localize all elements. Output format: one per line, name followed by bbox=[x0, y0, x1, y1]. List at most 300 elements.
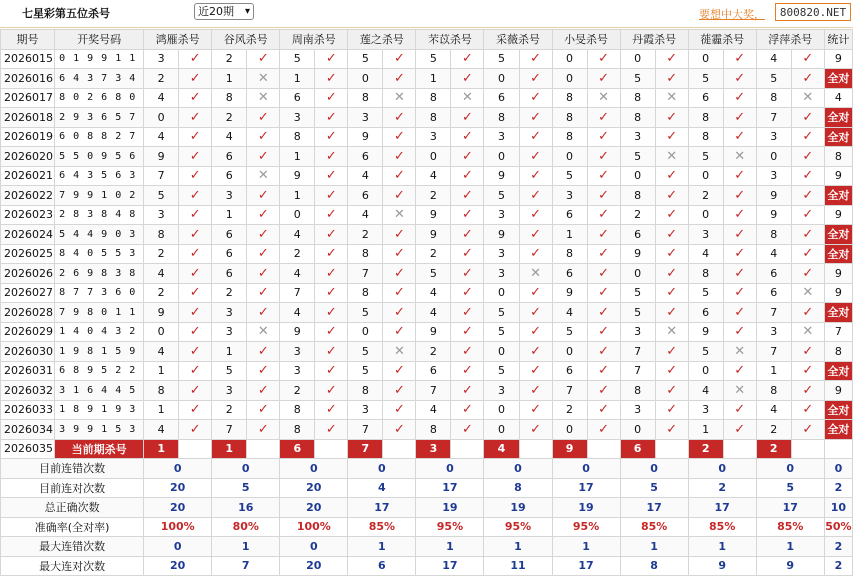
result-cell bbox=[587, 420, 620, 440]
check-icon: ✓ bbox=[394, 129, 405, 144]
result-cell bbox=[723, 147, 756, 167]
top-bar bbox=[0, 0, 853, 28]
check-icon: ✓ bbox=[190, 246, 201, 261]
check-icon: ✓ bbox=[598, 383, 609, 398]
result-cell bbox=[587, 205, 620, 225]
domain-badge[interactable]: 800820.NET bbox=[775, 3, 851, 21]
period-cell: 2026022 bbox=[1, 186, 55, 206]
kill-number-cell: 9 bbox=[552, 283, 587, 303]
result-cell bbox=[383, 166, 416, 186]
spacer-cell bbox=[451, 439, 484, 459]
result-cell bbox=[383, 225, 416, 245]
result-cell bbox=[791, 361, 824, 381]
check-icon: ✓ bbox=[802, 266, 813, 281]
summary-value: 0 bbox=[144, 459, 212, 479]
kill-number-cell: 2 bbox=[552, 400, 587, 420]
kill-number-cell: 1 bbox=[212, 342, 247, 362]
kill-number-cell: 3 bbox=[484, 205, 519, 225]
check-icon: ✓ bbox=[394, 285, 405, 300]
check-icon: ✓ bbox=[394, 149, 405, 164]
kill-number-cell: 5 bbox=[348, 49, 383, 69]
kill-number-cell: 9 bbox=[484, 166, 519, 186]
summary-row bbox=[1, 556, 853, 576]
stat-cell: 8 bbox=[824, 342, 852, 362]
check-icon: ✓ bbox=[190, 344, 201, 359]
result-cell bbox=[519, 283, 552, 303]
check-icon: ✓ bbox=[190, 402, 201, 417]
table-row bbox=[1, 381, 853, 401]
check-icon: ✓ bbox=[734, 227, 745, 242]
column-header: 小旻杀号 bbox=[552, 30, 620, 50]
check-icon: ✓ bbox=[394, 266, 405, 281]
kill-number-cell: 3 bbox=[688, 400, 723, 420]
check-icon: ✓ bbox=[326, 129, 337, 144]
summary-value: 0 bbox=[416, 459, 484, 479]
result-cell bbox=[179, 420, 212, 440]
result-cell bbox=[723, 69, 756, 89]
check-icon: ✓ bbox=[734, 110, 745, 125]
result-cell bbox=[791, 49, 824, 69]
kill-number-cell: 4 bbox=[756, 49, 791, 69]
kill-number-cell: 2 bbox=[280, 381, 315, 401]
kill-number-cell: 6 bbox=[756, 283, 791, 303]
period-cell: 2026019 bbox=[1, 127, 55, 147]
kill-number-cell: 5 bbox=[620, 303, 655, 323]
result-cell bbox=[587, 303, 620, 323]
kill-number-cell: 3 bbox=[348, 400, 383, 420]
check-icon: ✓ bbox=[258, 305, 269, 320]
check-icon: ✓ bbox=[326, 149, 337, 164]
result-cell bbox=[247, 88, 280, 108]
check-icon: ✓ bbox=[734, 168, 745, 183]
check-icon: ✓ bbox=[190, 422, 201, 437]
kill-number-cell: 5 bbox=[552, 322, 587, 342]
draw-number-cell bbox=[55, 400, 144, 420]
kill-number-cell: 6 bbox=[348, 147, 383, 167]
check-icon: ✓ bbox=[190, 71, 201, 86]
result-cell bbox=[247, 342, 280, 362]
result-cell bbox=[519, 147, 552, 167]
table-row bbox=[1, 49, 853, 69]
result-cell bbox=[791, 420, 824, 440]
check-icon: ✓ bbox=[666, 168, 677, 183]
kill-number-cell: 8 bbox=[212, 88, 247, 108]
kill-number-cell: 6 bbox=[484, 88, 519, 108]
summary-value: 0 bbox=[688, 459, 756, 479]
kill-number-cell: 7 bbox=[144, 166, 179, 186]
check-icon: ✓ bbox=[598, 324, 609, 339]
result-cell bbox=[179, 69, 212, 89]
check-icon: ✓ bbox=[666, 363, 677, 378]
summary-value: 5 bbox=[756, 478, 824, 498]
summary-value: 17 bbox=[416, 556, 484, 576]
check-icon: ✓ bbox=[598, 227, 609, 242]
check-icon: ✓ bbox=[394, 383, 405, 398]
kill-number-cell: 2 bbox=[416, 244, 451, 264]
result-cell bbox=[451, 381, 484, 401]
draw-digits: 5 5 0 9 5 6 bbox=[59, 151, 136, 162]
summary-value: 1 bbox=[688, 537, 756, 557]
kill-number-cell: 5 bbox=[620, 283, 655, 303]
kill-number-cell: 8 bbox=[348, 381, 383, 401]
page-title: 七星彩第五位杀号 bbox=[22, 5, 110, 21]
kill-number-cell: 1 bbox=[280, 147, 315, 167]
result-cell bbox=[723, 420, 756, 440]
check-icon: ✓ bbox=[734, 422, 745, 437]
check-icon: ✓ bbox=[802, 422, 813, 437]
result-cell bbox=[655, 303, 688, 323]
result-cell bbox=[655, 166, 688, 186]
draw-number-cell bbox=[55, 381, 144, 401]
kill-number-cell: 2 bbox=[348, 225, 383, 245]
result-cell bbox=[451, 88, 484, 108]
check-icon: ✓ bbox=[598, 422, 609, 437]
kill-number-cell: 7 bbox=[212, 420, 247, 440]
result-cell bbox=[519, 400, 552, 420]
result-cell bbox=[519, 186, 552, 206]
summary-row bbox=[1, 517, 853, 537]
cross-icon: ✕ bbox=[802, 90, 813, 105]
kill-number-cell: 4 bbox=[144, 127, 179, 147]
kill-number-cell: 2 bbox=[756, 420, 791, 440]
kill-number-cell: 8 bbox=[348, 88, 383, 108]
check-icon: ✓ bbox=[598, 402, 609, 417]
result-cell bbox=[383, 283, 416, 303]
result-cell bbox=[519, 166, 552, 186]
check-icon: ✓ bbox=[394, 51, 405, 66]
cross-icon: ✕ bbox=[258, 168, 269, 183]
current-kill-number: 3 bbox=[416, 439, 451, 459]
summary-label: 准确率(全对率) bbox=[1, 517, 144, 537]
result-cell bbox=[451, 225, 484, 245]
check-icon: ✓ bbox=[530, 285, 541, 300]
summary-value: 20 bbox=[280, 556, 348, 576]
check-icon: ✓ bbox=[190, 227, 201, 242]
kill-number-cell: 4 bbox=[756, 400, 791, 420]
result-cell bbox=[383, 400, 416, 420]
range-select-value: 近20期 bbox=[198, 5, 234, 18]
result-cell bbox=[791, 283, 824, 303]
check-icon: ✓ bbox=[258, 383, 269, 398]
result-cell bbox=[791, 322, 824, 342]
cross-icon: ✕ bbox=[802, 324, 813, 339]
check-icon: ✓ bbox=[462, 246, 473, 261]
kill-number-cell: 7 bbox=[348, 420, 383, 440]
check-icon: ✓ bbox=[326, 207, 337, 222]
summary-row bbox=[1, 537, 853, 557]
check-icon: ✓ bbox=[190, 149, 201, 164]
spacer-cell bbox=[383, 439, 416, 459]
check-icon: ✓ bbox=[734, 285, 745, 300]
check-icon: ✓ bbox=[258, 402, 269, 417]
check-icon: ✓ bbox=[258, 188, 269, 203]
result-cell bbox=[383, 69, 416, 89]
check-icon: ✓ bbox=[666, 129, 677, 144]
kill-number-cell: 6 bbox=[280, 88, 315, 108]
kill-number-cell: 0 bbox=[552, 420, 587, 440]
result-cell bbox=[587, 322, 620, 342]
result-cell bbox=[247, 400, 280, 420]
period-cell: 2026021 bbox=[1, 166, 55, 186]
stat-cell: 7 bbox=[824, 322, 852, 342]
result-cell bbox=[587, 186, 620, 206]
summary-value: 20 bbox=[144, 498, 212, 518]
stat-cell: 8 bbox=[824, 147, 852, 167]
result-cell bbox=[247, 49, 280, 69]
column-header: 期号 bbox=[1, 30, 55, 50]
summary-value: 1 bbox=[416, 537, 484, 557]
result-cell bbox=[315, 186, 348, 206]
check-icon: ✓ bbox=[394, 71, 405, 86]
draw-digits: 7 9 9 1 0 2 bbox=[59, 190, 136, 201]
kill-number-table bbox=[0, 29, 853, 576]
check-icon: ✓ bbox=[666, 402, 677, 417]
result-cell bbox=[791, 303, 824, 323]
kill-number-cell: 1 bbox=[144, 361, 179, 381]
stat-cell: 9 bbox=[824, 264, 852, 284]
period-cell: 2026025 bbox=[1, 244, 55, 264]
check-icon: ✓ bbox=[326, 51, 337, 66]
draw-digits: 8 0 2 6 8 0 bbox=[59, 92, 136, 103]
summary-value: 0 bbox=[552, 459, 620, 479]
column-header: 谷风杀号 bbox=[212, 30, 280, 50]
check-icon: ✓ bbox=[734, 305, 745, 320]
table-row bbox=[1, 283, 853, 303]
kill-number-cell: 4 bbox=[144, 88, 179, 108]
check-icon: ✓ bbox=[190, 188, 201, 203]
result-cell bbox=[247, 205, 280, 225]
check-icon: ✓ bbox=[258, 344, 269, 359]
result-cell bbox=[655, 69, 688, 89]
check-icon: ✓ bbox=[666, 110, 677, 125]
result-cell bbox=[451, 49, 484, 69]
summary-value: 8 bbox=[620, 556, 688, 576]
kill-number-cell: 4 bbox=[416, 303, 451, 323]
kill-number-cell: 6 bbox=[552, 264, 587, 284]
result-cell bbox=[587, 127, 620, 147]
kill-number-cell: 9 bbox=[484, 225, 519, 245]
check-icon: ✓ bbox=[802, 363, 813, 378]
check-icon: ✓ bbox=[666, 246, 677, 261]
summary-value: 0 bbox=[212, 459, 280, 479]
table-row bbox=[1, 88, 853, 108]
result-cell bbox=[655, 381, 688, 401]
result-cell bbox=[451, 400, 484, 420]
kill-number-cell: 5 bbox=[484, 361, 519, 381]
check-icon: ✓ bbox=[666, 207, 677, 222]
kill-number-cell: 5 bbox=[416, 264, 451, 284]
summary-value: 85% bbox=[756, 517, 824, 537]
check-icon: ✓ bbox=[190, 324, 201, 339]
kill-number-cell: 6 bbox=[416, 361, 451, 381]
check-icon: ✓ bbox=[598, 188, 609, 203]
check-icon: ✓ bbox=[530, 363, 541, 378]
cross-icon: ✕ bbox=[462, 90, 473, 105]
check-icon: ✓ bbox=[190, 90, 201, 105]
check-icon: ✓ bbox=[462, 363, 473, 378]
draw-number-cell bbox=[55, 49, 144, 69]
check-icon: ✓ bbox=[530, 344, 541, 359]
kill-number-cell: 7 bbox=[756, 342, 791, 362]
result-cell bbox=[655, 127, 688, 147]
result-cell bbox=[723, 283, 756, 303]
result-cell bbox=[179, 205, 212, 225]
result-cell bbox=[791, 400, 824, 420]
summary-value: 20 bbox=[280, 498, 348, 518]
current-kill-number: 6 bbox=[620, 439, 655, 459]
check-icon: ✓ bbox=[530, 110, 541, 125]
result-cell bbox=[383, 303, 416, 323]
draw-number-cell bbox=[55, 283, 144, 303]
check-icon: ✓ bbox=[598, 285, 609, 300]
check-icon: ✓ bbox=[190, 305, 201, 320]
result-cell bbox=[791, 342, 824, 362]
cross-icon: ✕ bbox=[666, 324, 677, 339]
kill-number-cell: 8 bbox=[552, 108, 587, 128]
check-icon: ✓ bbox=[326, 324, 337, 339]
kill-number-cell: 5 bbox=[688, 147, 723, 167]
table-row bbox=[1, 205, 853, 225]
column-header: 丹霞杀号 bbox=[620, 30, 688, 50]
result-cell bbox=[791, 147, 824, 167]
result-cell bbox=[451, 342, 484, 362]
check-icon: ✓ bbox=[598, 266, 609, 281]
result-cell bbox=[587, 342, 620, 362]
kill-number-cell: 9 bbox=[756, 205, 791, 225]
result-cell bbox=[587, 244, 620, 264]
current-kill-number: 1 bbox=[212, 439, 247, 459]
summary-value: 4 bbox=[348, 478, 416, 498]
kill-number-cell: 0 bbox=[484, 283, 519, 303]
summary-value: 0 bbox=[620, 459, 688, 479]
stat-cell: 全对 bbox=[824, 420, 852, 440]
kill-number-cell: 4 bbox=[348, 205, 383, 225]
check-icon: ✓ bbox=[326, 285, 337, 300]
summary-value: 6 bbox=[348, 556, 416, 576]
check-icon: ✓ bbox=[326, 402, 337, 417]
result-cell bbox=[655, 49, 688, 69]
result-cell bbox=[315, 322, 348, 342]
kill-number-cell: 4 bbox=[348, 166, 383, 186]
summary-value: 9 bbox=[688, 556, 756, 576]
period-cell: 2026031 bbox=[1, 361, 55, 381]
kill-number-cell: 6 bbox=[212, 225, 247, 245]
spacer-cell bbox=[247, 439, 280, 459]
draw-number-cell bbox=[55, 108, 144, 128]
result-cell bbox=[587, 283, 620, 303]
kill-number-cell: 3 bbox=[620, 400, 655, 420]
promo-link[interactable]: 要想中大奖， bbox=[699, 6, 765, 22]
summary-row bbox=[1, 478, 853, 498]
check-icon: ✓ bbox=[394, 402, 405, 417]
result-cell bbox=[587, 108, 620, 128]
draw-number-cell bbox=[55, 244, 144, 264]
kill-number-cell: 8 bbox=[620, 88, 655, 108]
check-icon: ✓ bbox=[394, 227, 405, 242]
cross-icon: ✕ bbox=[394, 207, 405, 222]
result-cell bbox=[451, 108, 484, 128]
result-cell bbox=[587, 69, 620, 89]
result-cell bbox=[655, 147, 688, 167]
check-icon: ✓ bbox=[734, 188, 745, 203]
kill-number-cell: 8 bbox=[348, 283, 383, 303]
result-cell bbox=[179, 381, 212, 401]
check-icon: ✓ bbox=[258, 207, 269, 222]
summary-value: 0 bbox=[280, 537, 348, 557]
period-cell: 2026026 bbox=[1, 264, 55, 284]
check-icon: ✓ bbox=[462, 71, 473, 86]
summary-value: 20 bbox=[280, 478, 348, 498]
table-row bbox=[1, 147, 853, 167]
result-cell bbox=[383, 342, 416, 362]
kill-number-cell: 8 bbox=[280, 127, 315, 147]
summary-value: 0 bbox=[484, 459, 552, 479]
kill-number-cell: 2 bbox=[280, 244, 315, 264]
result-cell bbox=[655, 186, 688, 206]
kill-number-cell: 8 bbox=[416, 420, 451, 440]
kill-number-cell: 8 bbox=[688, 264, 723, 284]
result-cell bbox=[655, 283, 688, 303]
result-cell bbox=[179, 127, 212, 147]
summary-value: 5 bbox=[620, 478, 688, 498]
kill-number-cell: 5 bbox=[348, 361, 383, 381]
result-cell bbox=[315, 108, 348, 128]
current-kill-number: 7 bbox=[348, 439, 383, 459]
kill-number-cell: 0 bbox=[348, 322, 383, 342]
check-icon: ✓ bbox=[190, 129, 201, 144]
kill-number-cell: 9 bbox=[416, 205, 451, 225]
kill-number-cell: 2 bbox=[416, 342, 451, 362]
kill-number-cell: 2 bbox=[688, 186, 723, 206]
summary-value: 17 bbox=[756, 498, 824, 518]
result-cell bbox=[179, 166, 212, 186]
check-icon: ✓ bbox=[666, 344, 677, 359]
kill-number-cell: 8 bbox=[552, 244, 587, 264]
kill-number-cell: 2 bbox=[212, 283, 247, 303]
range-select[interactable] bbox=[194, 3, 254, 20]
table-row bbox=[1, 342, 853, 362]
summary-value: 8 bbox=[484, 478, 552, 498]
result-cell bbox=[519, 303, 552, 323]
kill-number-cell: 5 bbox=[688, 342, 723, 362]
summary-value: 17 bbox=[416, 478, 484, 498]
result-cell bbox=[723, 127, 756, 147]
check-icon: ✓ bbox=[190, 266, 201, 281]
table-row bbox=[1, 303, 853, 323]
kill-number-cell: 5 bbox=[280, 49, 315, 69]
kill-number-cell: 7 bbox=[280, 283, 315, 303]
result-cell bbox=[655, 88, 688, 108]
result-cell bbox=[519, 108, 552, 128]
result-cell bbox=[655, 420, 688, 440]
summary-value: 11 bbox=[484, 556, 552, 576]
result-cell bbox=[315, 381, 348, 401]
result-cell bbox=[179, 342, 212, 362]
summary-value: 19 bbox=[552, 498, 620, 518]
kill-number-cell: 3 bbox=[756, 166, 791, 186]
result-cell bbox=[587, 147, 620, 167]
kill-number-cell: 0 bbox=[688, 361, 723, 381]
check-icon: ✓ bbox=[734, 246, 745, 261]
summary-value: 1 bbox=[620, 537, 688, 557]
check-icon: ✓ bbox=[598, 344, 609, 359]
check-icon: ✓ bbox=[530, 129, 541, 144]
result-cell bbox=[655, 342, 688, 362]
kill-number-cell: 1 bbox=[280, 186, 315, 206]
kill-number-cell: 0 bbox=[620, 264, 655, 284]
kill-number-cell: 0 bbox=[280, 205, 315, 225]
kill-number-cell: 6 bbox=[688, 88, 723, 108]
